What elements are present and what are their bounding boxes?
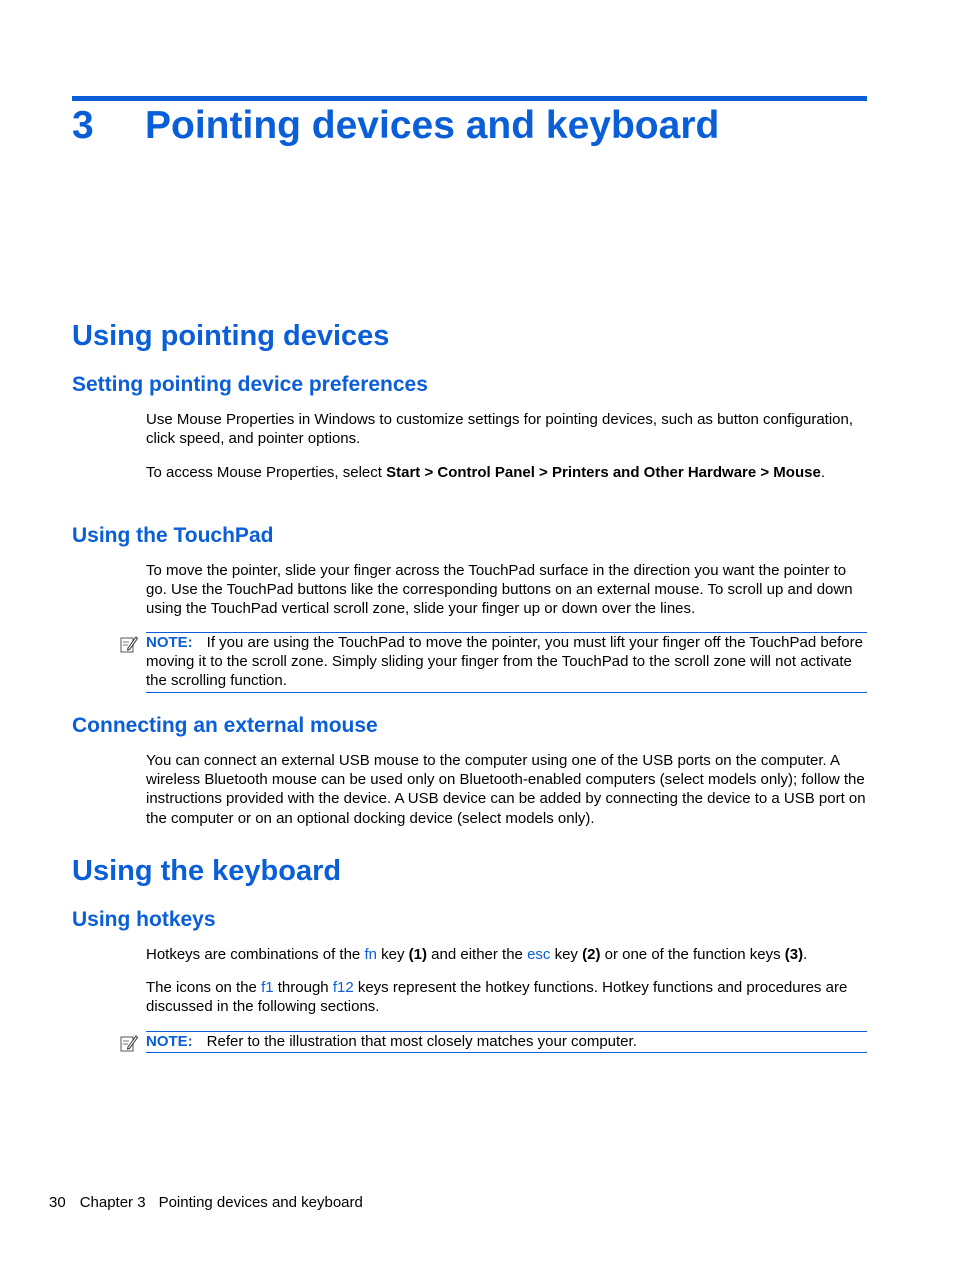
note-text: If you are using the TouchPad to move the pointer, you must lift your finger off the TouchPad before moving it to the scroll zone. Simply sliding your finger from the TouchPad to the scroll zone will not activate the scrolling function. [146,634,863,690]
external-mouse-paragraph: You can connect an external USB mouse to the computer using one of the USB ports on the computer. A wireless Bluetooth mouse can be used only on Bluetooth-enabled computers (select models only); follow the instructions provided with the device. A USB device can be added by connecting the device to a USB port on the computer or on an optional docking device (select models only). [146,752,866,827]
page-number: 30 [49,1194,66,1211]
text-run: or one of the function keys [600,946,785,963]
footer-chapter-label: Chapter 3 [79,1194,146,1211]
callout-1: (1) [408,946,427,963]
hotkeys-note [146,1031,867,1053]
text-run: key [550,946,583,963]
text-run: and either the [427,946,528,963]
text-run: keys represent the hotkey functions. Hotkey functions and procedures are discussed in the following sections. [146,979,848,1016]
heading-using-touchpad: Using the TouchPad [72,524,274,547]
esc-key-link[interactable]: esc [527,946,551,963]
footer-chapter-title: Pointing devices and keyboard [158,1194,363,1211]
heading-using-hotkeys: Using hotkeys [72,908,216,931]
callout-2: (2) [582,946,601,963]
heading-external-mouse: Connecting an external mouse [72,714,378,737]
callout-3: (3) [784,946,804,963]
prefs-paragraph-2 [146,463,868,482]
prefs-p2-prefix: To access Mouse Properties, select [146,464,387,481]
heading-pointing-preferences: Setting pointing device preferences [72,373,428,396]
touchpad-paragraph: To move the pointer, slide your finger across the TouchPad surface in the direction you want the pointer to go. Use the TouchPad buttons like the corresponding buttons on an external mouse. To scroll up and down using the TouchPad vertical scroll zone, slide your finger up or down over the lines. [146,562,853,618]
chapter-title-text: Pointing devices and keyboard [145,104,720,147]
page-footer [49,1193,377,1212]
text-run: through [273,979,333,996]
text-run: . [803,946,808,963]
f12-key-link[interactable]: f12 [332,979,354,996]
note-label: NOTE: [146,634,193,651]
fn-key-link[interactable]: fn [364,946,377,963]
heading-using-pointing-devices: Using pointing devices [72,320,390,352]
note-pencil-icon [120,635,138,653]
chapter-number: 3 [72,104,94,147]
prefs-p2-suffix: . [820,464,825,481]
touchpad-note [146,632,867,693]
note-label: NOTE: [146,1033,193,1050]
heading-using-keyboard: Using the keyboard [72,855,342,887]
text-run: key [376,946,409,963]
note-pencil-icon [120,1034,138,1052]
prefs-paragraph-1: Use Mouse Properties in Windows to customize settings for pointing devices, such as button configuration, click speed, and pointer options. [146,411,854,448]
text-run: The icons on the [146,979,262,996]
hotkeys-paragraph-1 [146,945,868,964]
chapter-title [72,100,719,152]
text-run: Hotkeys are combinations of the [146,946,365,963]
note-text: Refer to the illustration that most closely matches your computer. [206,1033,637,1050]
prefs-p2-path: Start > Control Panel > Printers and Other Hardware > Mouse [386,464,821,481]
f1-key-link[interactable]: f1 [261,979,274,996]
hotkeys-paragraph-2 [146,978,868,1016]
